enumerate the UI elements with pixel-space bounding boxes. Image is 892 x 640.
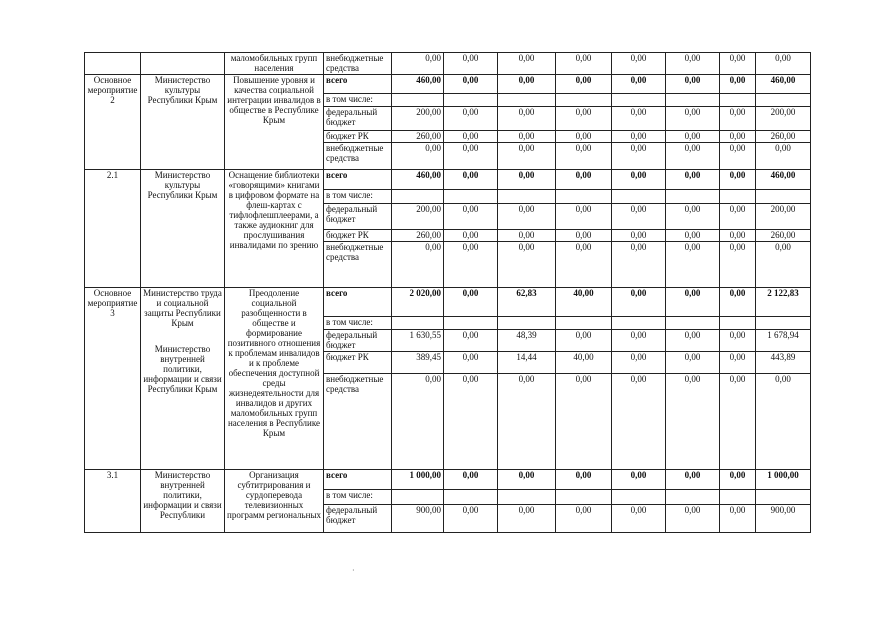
value-cell: 260,00 — [756, 131, 811, 143]
value-cell: 40,00 — [556, 352, 612, 374]
table-row — [85, 53, 811, 75]
funding-type: бюджет РК — [324, 230, 392, 242]
value-cell: 0,00 — [612, 505, 666, 533]
funding-type: в том числе: — [324, 317, 392, 330]
value-cell — [666, 94, 720, 107]
value-cell: 0,00 — [720, 242, 756, 288]
funding-type: федеральный бюджет — [324, 330, 392, 352]
value-cell: 40,00 — [556, 288, 612, 317]
value-cell: 0,00 — [720, 75, 756, 94]
budget-table — [84, 52, 811, 533]
value-cell — [556, 190, 612, 204]
funding-type: внебюджетные средства — [324, 374, 392, 470]
value-cell: 0,00 — [666, 107, 720, 131]
value-cell: 0,00 — [666, 330, 720, 352]
funding-type: федеральный бюджет — [324, 204, 392, 230]
value-cell: 0,00 — [392, 374, 444, 470]
table-body — [85, 53, 811, 533]
value-cell: 1 000,00 — [756, 470, 811, 490]
value-cell: 0,00 — [444, 242, 498, 288]
value-cell: 0,00 — [498, 204, 556, 230]
measure-name: Преодоление социальной разобщенности в обществе и формирование позитивного отношения к проблемам инвалидов и к проблеме обеспечения доступной среды жизнедеятельности для инвалидов и других маломобильных групп населения в Республике Крым — [225, 288, 324, 470]
value-cell: 900,00 — [756, 505, 811, 533]
value-cell: 0,00 — [498, 505, 556, 533]
value-cell — [612, 490, 666, 505]
value-cell: 0,00 — [666, 204, 720, 230]
value-cell: 0,00 — [720, 143, 756, 170]
value-cell: 0,00 — [720, 204, 756, 230]
value-cell — [556, 94, 612, 107]
value-cell: 0,00 — [444, 170, 498, 190]
value-cell: 0,00 — [556, 107, 612, 131]
value-cell: 200,00 — [756, 107, 811, 131]
value-cell: 0,00 — [556, 204, 612, 230]
value-cell: 0,00 — [666, 470, 720, 490]
value-cell: 0,00 — [556, 505, 612, 533]
value-cell: 0,00 — [720, 170, 756, 190]
table-row — [85, 75, 811, 94]
value-cell — [666, 490, 720, 505]
value-cell: 0,00 — [756, 143, 811, 170]
value-cell: 62,83 — [498, 288, 556, 317]
value-cell: 389,45 — [392, 352, 444, 374]
value-cell: 460,00 — [392, 75, 444, 94]
value-cell: 0,00 — [612, 75, 666, 94]
value-cell — [756, 94, 811, 107]
value-cell — [498, 490, 556, 505]
value-cell: 0,00 — [612, 352, 666, 374]
value-cell — [498, 317, 556, 330]
value-cell — [612, 94, 666, 107]
value-cell: 0,00 — [556, 75, 612, 94]
value-cell — [756, 190, 811, 204]
value-cell: 0,00 — [444, 230, 498, 242]
value-cell — [720, 94, 756, 107]
value-cell: 0,00 — [612, 143, 666, 170]
value-cell: 0,00 — [612, 374, 666, 470]
value-cell: 0,00 — [556, 470, 612, 490]
value-cell: 443,89 — [756, 352, 811, 374]
value-cell: 0,00 — [720, 288, 756, 317]
measure-number: Основное мероприятие 3 — [85, 288, 141, 470]
value-cell: 200,00 — [392, 107, 444, 131]
value-cell: 0,00 — [556, 170, 612, 190]
value-cell — [720, 317, 756, 330]
value-cell — [392, 94, 444, 107]
value-cell: 0,00 — [556, 143, 612, 170]
value-cell: 0,00 — [612, 204, 666, 230]
value-cell: 0,00 — [444, 470, 498, 490]
measure-name: маломобильных групп населения — [225, 53, 324, 75]
value-cell — [612, 190, 666, 204]
value-cell: 0,00 — [720, 107, 756, 131]
value-cell: 0,00 — [444, 330, 498, 352]
value-cell: 0,00 — [444, 75, 498, 94]
value-cell: 0,00 — [720, 470, 756, 490]
measure-name: Оснащение библиотеки «говорящими» книгами в цифровом формате на флеш-картах с тифлофлешплеерами, а также аудиокниг для прослушивания инвалидами по зрению — [225, 170, 324, 288]
value-cell: 0,00 — [612, 131, 666, 143]
cell-empty — [141, 53, 225, 75]
measure-name: Организация субтитрирования и сурдоперевода телевизионных программ региональных — [225, 470, 324, 533]
funding-type: федеральный бюджет — [324, 107, 392, 131]
value-cell — [498, 190, 556, 204]
value-cell: 0,00 — [756, 374, 811, 470]
value-cell: 0,00 — [666, 505, 720, 533]
executor — [141, 288, 225, 470]
table-row — [85, 288, 811, 317]
value-cell: 0,00 — [498, 242, 556, 288]
value-cell — [498, 94, 556, 107]
funding-type: в том числе: — [324, 490, 392, 505]
value-cell: 0,00 — [556, 330, 612, 352]
value-cell: 460,00 — [392, 170, 444, 190]
value-cell: 0,00 — [720, 352, 756, 374]
table-row — [85, 470, 811, 490]
value-cell: 0,00 — [756, 242, 811, 288]
value-cell: 0,00 — [612, 288, 666, 317]
value-cell: 1 678,94 — [756, 330, 811, 352]
value-cell: 0,00 — [666, 352, 720, 374]
value-cell: 0,00 — [444, 352, 498, 374]
value-cell: 0,00 — [612, 330, 666, 352]
value-cell: 0,00 — [498, 143, 556, 170]
value-cell: 0,00 — [498, 470, 556, 490]
value-cell — [444, 490, 498, 505]
value-cell: 0,00 — [720, 53, 756, 75]
value-cell — [444, 94, 498, 107]
value-cell — [756, 317, 811, 330]
value-cell: 0,00 — [498, 374, 556, 470]
value-cell: 0,00 — [556, 131, 612, 143]
executor: Министерство культуры Республики Крым — [141, 170, 225, 288]
page-mark: · — [352, 566, 355, 575]
value-cell: 0,00 — [666, 131, 720, 143]
value-cell: 0,00 — [392, 53, 444, 75]
value-cell: 0,00 — [666, 242, 720, 288]
value-cell: 0,00 — [720, 374, 756, 470]
value-cell: 0,00 — [444, 505, 498, 533]
value-cell: 0,00 — [612, 107, 666, 131]
value-cell — [720, 490, 756, 505]
value-cell: 0,00 — [556, 230, 612, 242]
value-cell: 0,00 — [556, 53, 612, 75]
funding-type: внебюджетные средства — [324, 53, 392, 75]
value-cell: 0,00 — [392, 143, 444, 170]
value-cell — [392, 490, 444, 505]
funding-type: в том числе: — [324, 94, 392, 107]
funding-type: внебюджетные средства — [324, 143, 392, 170]
value-cell: 48,39 — [498, 330, 556, 352]
funding-type: всего — [324, 75, 392, 94]
value-cell: 1 000,00 — [392, 470, 444, 490]
funding-type: в том числе: — [324, 190, 392, 204]
value-cell: 0,00 — [720, 505, 756, 533]
value-cell: 0,00 — [666, 75, 720, 94]
value-cell: 460,00 — [756, 75, 811, 94]
value-cell: 0,00 — [720, 330, 756, 352]
value-cell: 14,44 — [498, 352, 556, 374]
value-cell: 0,00 — [756, 53, 811, 75]
value-cell: 0,00 — [498, 75, 556, 94]
value-cell: 2 020,00 — [392, 288, 444, 317]
value-cell: 0,00 — [666, 288, 720, 317]
cell-empty — [85, 53, 141, 75]
executor-1: Министерство труда и социальной защиты Республики Крым — [143, 288, 222, 328]
value-cell: 0,00 — [666, 374, 720, 470]
value-cell: 0,00 — [444, 53, 498, 75]
value-cell — [612, 317, 666, 330]
executor: Министерство внутренней политики, информации и связи Республики — [141, 470, 225, 533]
funding-type: всего — [324, 470, 392, 490]
executor: Министерство культуры Республики Крым — [141, 75, 225, 170]
value-cell: 260,00 — [392, 230, 444, 242]
measure-number: Основное мероприятие 2 — [85, 75, 141, 170]
value-cell: 0,00 — [498, 131, 556, 143]
value-cell — [392, 190, 444, 204]
value-cell: 0,00 — [444, 131, 498, 143]
value-cell: 900,00 — [392, 505, 444, 533]
value-cell: 0,00 — [498, 53, 556, 75]
value-cell — [720, 190, 756, 204]
value-cell: 260,00 — [756, 230, 811, 242]
value-cell: 1 630,55 — [392, 330, 444, 352]
value-cell: 0,00 — [666, 170, 720, 190]
value-cell: 460,00 — [756, 170, 811, 190]
value-cell: 0,00 — [498, 170, 556, 190]
value-cell: 0,00 — [666, 143, 720, 170]
measure-name: Повышение уровня и качества социальной интеграции инвалидов в обществе в Республике Крым — [225, 75, 324, 170]
value-cell: 200,00 — [756, 204, 811, 230]
value-cell: 0,00 — [444, 107, 498, 131]
measure-number: 2.1 — [85, 170, 141, 288]
value-cell: 200,00 — [392, 204, 444, 230]
spacer — [143, 328, 222, 344]
funding-type: всего — [324, 170, 392, 190]
value-cell — [666, 190, 720, 204]
table-row — [85, 170, 811, 190]
value-cell — [756, 490, 811, 505]
funding-type: внебюджетные средства — [324, 242, 392, 288]
value-cell: 0,00 — [612, 230, 666, 242]
value-cell: 0,00 — [666, 230, 720, 242]
value-cell: 0,00 — [720, 230, 756, 242]
value-cell: 0,00 — [612, 53, 666, 75]
value-cell: 0,00 — [612, 470, 666, 490]
value-cell: 0,00 — [498, 230, 556, 242]
funding-type: федеральный бюджет — [324, 505, 392, 533]
value-cell — [666, 317, 720, 330]
measure-number: 3.1 — [85, 470, 141, 533]
value-cell: 2 122,83 — [756, 288, 811, 317]
executor-2: Министерство внутренней политики, информации и связи Республики Крым — [143, 344, 222, 394]
value-cell — [556, 490, 612, 505]
value-cell: 0,00 — [720, 131, 756, 143]
value-cell: 0,00 — [556, 374, 612, 470]
funding-type: бюджет РК — [324, 352, 392, 374]
value-cell: 260,00 — [392, 131, 444, 143]
value-cell: 0,00 — [612, 170, 666, 190]
value-cell: 0,00 — [444, 288, 498, 317]
value-cell: 0,00 — [444, 374, 498, 470]
value-cell — [392, 317, 444, 330]
value-cell: 0,00 — [392, 242, 444, 288]
value-cell — [444, 190, 498, 204]
value-cell: 0,00 — [444, 143, 498, 170]
value-cell: 0,00 — [612, 242, 666, 288]
value-cell — [556, 317, 612, 330]
value-cell: 0,00 — [556, 242, 612, 288]
funding-type: бюджет РК — [324, 131, 392, 143]
value-cell: 0,00 — [444, 204, 498, 230]
value-cell — [444, 317, 498, 330]
value-cell: 0,00 — [498, 107, 556, 131]
funding-type: всего — [324, 288, 392, 317]
value-cell: 0,00 — [666, 53, 720, 75]
